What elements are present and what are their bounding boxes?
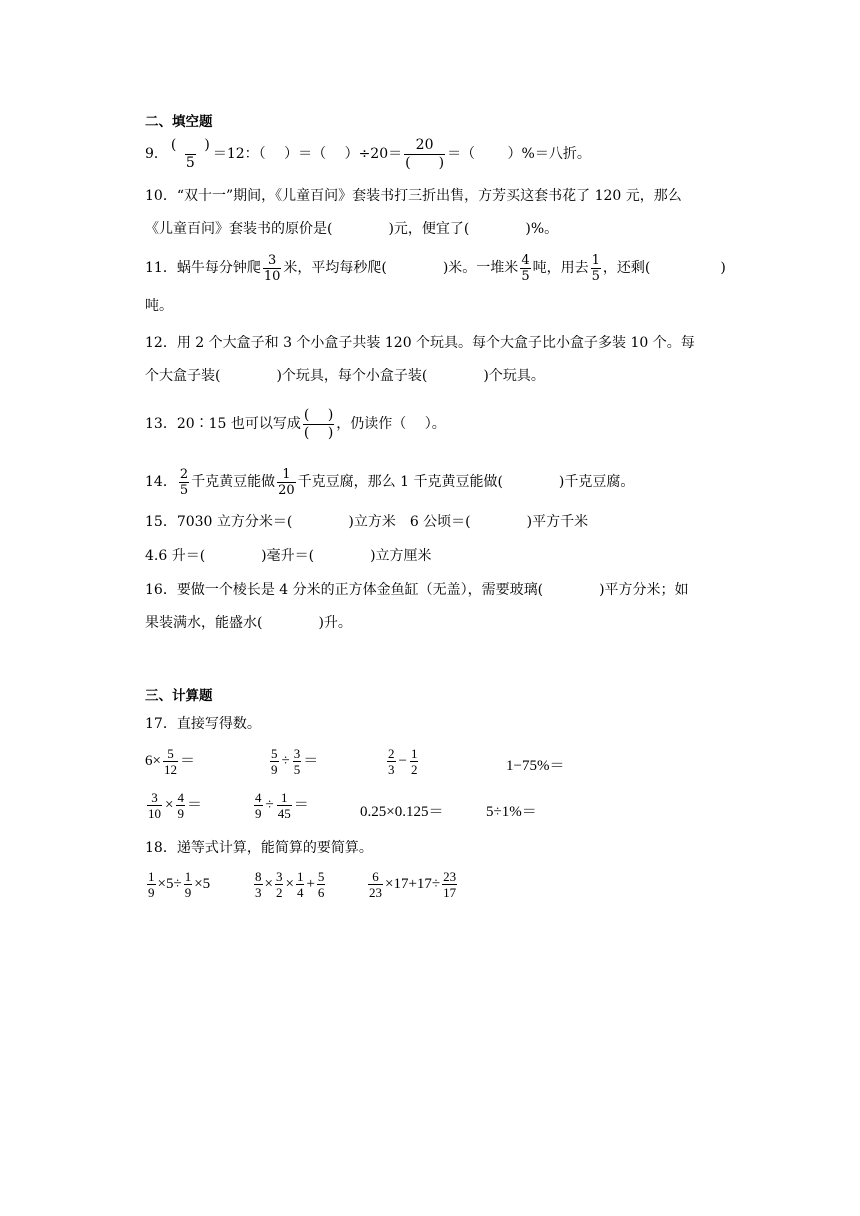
question-11-line-2: 吨。 (145, 298, 173, 314)
calc-17-5-fraction-1 (147, 790, 162, 821)
calc-18-2-fraction-1 (254, 869, 263, 900)
calc-18-1-n2: 1 (184, 869, 192, 884)
calc-17-1-a: 6× (145, 752, 161, 769)
calc-17-6-n2: 1 (280, 790, 288, 805)
question-12-line-1: 12．用 2 个大盒子和 3 个小盒子共装 120 个玩具。每个大盒子比小盒子多装 10 个。每 (145, 335, 695, 351)
q13-text-1: 13．20∶15 也可以写成 (145, 416, 301, 432)
calc-17-4: 1−75%＝ (506, 758, 565, 774)
question-13 (145, 402, 446, 446)
q9-f1-numerator[interactable]: ( ) (170, 136, 210, 153)
calc-17-6-n1: 4 (255, 790, 262, 805)
calc-17-6-fraction-2 (277, 790, 292, 821)
calc-17-3-n2: 1 (410, 746, 418, 761)
calc-17-6-d2: 45 (277, 806, 291, 821)
q11-f2-denominator: 5 (521, 268, 530, 284)
calc-18-2-d2: 2 (275, 885, 283, 900)
calc-18-2-fraction-2 (275, 869, 284, 900)
q11-fraction-1 (263, 253, 282, 284)
calc-18-2-op3: + (306, 875, 315, 892)
calc-18-2-n1: 8 (255, 869, 262, 884)
calc-18-3-fraction-1 (368, 869, 383, 900)
calc-17-7: 0.25×0.125＝ (360, 804, 444, 820)
question-12-line-2: 个大盒子装( )个玩具，每个小盒子装( )个玩具。 (145, 368, 545, 384)
calc-17-5-n2: 4 (177, 790, 184, 805)
calc-17-6-d1: 9 (255, 806, 262, 821)
q13-fraction (303, 407, 334, 442)
q11-f1-denominator: 10 (263, 268, 281, 284)
calc-17-3-op: − (398, 752, 407, 769)
q11-f3-numerator: 1 (591, 252, 600, 268)
q11-f3-denominator: 5 (591, 268, 600, 284)
q9-f2-denominator[interactable]: ( ) (405, 154, 445, 171)
q14-text-2: 千克豆腐，那么 1 千克黄豆能做( )千克豆腐。 (297, 474, 635, 490)
calc-17-1-eq: ＝ (179, 752, 195, 769)
q14-text-1: 千克黄豆能做 (191, 474, 276, 490)
question-16-line-1: 16．要做一个棱长是 4 分米的正方体金鱼缸（无盖），需要玻璃( )平方分米；如 (145, 582, 689, 598)
calc-17-2-n2: 3 (293, 746, 301, 761)
q11-text-2: 米，平均每秒爬( )米。一堆米 (283, 260, 519, 276)
q14-fraction-2 (277, 467, 296, 498)
calc-17-3-d2: 2 (410, 762, 418, 777)
calc-18-2-op2: × (285, 875, 294, 892)
q9-text-1: ＝12：（ ）＝（ ）÷20＝ (212, 146, 403, 162)
calc-18-2-op1: × (264, 875, 273, 892)
calc-17-3-d1: 3 (388, 762, 395, 777)
calc-18-1-n1: 1 (148, 869, 155, 884)
q11-fraction-3 (591, 253, 601, 284)
question-15-line-2: 4.6 升＝( )毫升＝( )立方厘米 (145, 548, 432, 564)
calc-17-8: 5÷1%＝ (486, 804, 537, 820)
calc-18-3-d2: 17 (443, 885, 457, 900)
calc-18-2-d3: 4 (296, 885, 304, 900)
q9-text-2: ＝（ ）%＝八折。 (447, 146, 591, 162)
question-10-line-1: 10．“双十一”期间，《儿童百问》套装书打三折出售，方芳买这套书花了 120 元，那么 (145, 188, 682, 204)
calc-17-1-num: 5 (167, 746, 174, 761)
calc-18-2 (252, 869, 327, 900)
question-9 (145, 132, 591, 176)
calc-17-6 (252, 790, 309, 821)
calc-18-1-d2: 9 (184, 885, 192, 900)
calc-18-2-fraction-4 (317, 869, 326, 900)
calc-17-5 (145, 790, 202, 821)
calc-17-3-n1: 2 (388, 746, 395, 761)
calc-17-6-fraction-1 (254, 790, 263, 821)
calc-17-5-d1: 10 (148, 806, 161, 821)
calc-18-1-fraction-2 (184, 869, 193, 900)
question-11-line-1 (145, 248, 726, 288)
q14-f2-numerator: 1 (282, 466, 291, 482)
calc-17-2-fraction-1 (270, 746, 279, 777)
calc-18-2-d4: 6 (317, 885, 325, 900)
calc-17-2-d1: 9 (271, 762, 278, 777)
calc-17-3 (385, 746, 420, 777)
q13-denominator-blank[interactable]: ( ) (303, 424, 334, 441)
calc-18-1 (145, 869, 210, 900)
calc-17-2-n1: 5 (271, 746, 278, 761)
calc-18-1-fraction-1 (147, 869, 156, 900)
question-16-line-2: 果装满水，能盛水( )升。 (145, 615, 352, 631)
calc-17-2-d2: 5 (293, 762, 301, 777)
q11-f2-numerator: 4 (521, 252, 530, 268)
calc-17-3-fraction-1 (387, 746, 396, 777)
calc-17-6-op: ÷ (265, 796, 274, 813)
calc-17-6-eq: ＝ (293, 796, 309, 813)
question-18-prompt: 18．递等式计算，能简算的要简算。 (145, 840, 373, 856)
calc-18-2-n3: 1 (296, 869, 304, 884)
q11-text-4: ，还剩( ) (602, 260, 726, 276)
calc-17-5-n1: 3 (151, 790, 158, 805)
q14-number: 14． (145, 474, 177, 490)
calc-18-2-d1: 3 (255, 885, 262, 900)
q11-text-3: 吨，用去 (532, 260, 589, 276)
calc-17-5-fraction-2 (176, 790, 185, 821)
q9-f2-numerator: 20 (415, 136, 434, 153)
calc-17-2-eq: ＝ (303, 752, 319, 769)
calc-18-3-mid: ×17+17÷ (385, 875, 441, 892)
calc-17-5-d2: 9 (177, 806, 184, 821)
q13-numerator-blank[interactable]: ( ) (303, 406, 334, 423)
q14-f1-denominator: 5 (179, 482, 189, 498)
calc-18-1-d1: 9 (148, 885, 155, 900)
calc-18-3-n2: 23 (443, 869, 457, 884)
question-15-line-1: 15．7030 立方分米＝( )立方米 6 公顷＝( )平方千米 (145, 514, 589, 530)
question-10-line-2: 《儿童百问》套装书的原价是( )元，便宜了( )%。 (145, 221, 559, 237)
calc-18-2-n4: 5 (317, 869, 325, 884)
calc-18-3-fraction-2 (442, 869, 457, 900)
calc-18-1-mid: ×5÷ (157, 875, 182, 892)
section-3-title: 三、计算题 (145, 688, 213, 704)
calc-17-2-op: ÷ (281, 752, 290, 769)
q11-fraction-2 (520, 253, 530, 284)
q9-f1-denominator: 5 (185, 154, 195, 171)
calc-17-5-op: × (165, 796, 174, 813)
calc-18-2-fraction-3 (296, 869, 305, 900)
q9-number: 9． (145, 146, 168, 162)
calc-17-5-eq: ＝ (186, 796, 202, 813)
q11-f1-numerator: 3 (267, 252, 277, 268)
question-17-prompt: 17．直接写得数。 (145, 716, 261, 732)
calc-18-1-end: ×5 (194, 875, 211, 892)
calc-17-2-fraction-2 (293, 746, 302, 777)
calc-17-1 (145, 746, 195, 777)
q14-f2-denominator: 20 (278, 482, 295, 498)
q9-fraction-2 (404, 137, 445, 172)
q13-text-2: ，仍读作（ ）。 (336, 416, 446, 432)
calc-17-1-den: 12 (163, 762, 177, 777)
q14-fraction-1 (179, 467, 189, 498)
calc-17-2 (268, 746, 318, 777)
calc-18-3-n1: 6 (372, 869, 379, 884)
q11-text-1: 11．蜗牛每分钟爬 (145, 260, 261, 276)
calc-17-3-fraction-2 (410, 746, 419, 777)
q9-fraction-1 (170, 137, 211, 172)
question-14 (145, 462, 634, 502)
section-2-title: 二、填空题 (145, 114, 213, 130)
calc-18-3 (366, 869, 459, 900)
calc-18-3-d1: 23 (369, 885, 382, 900)
q14-f1-numerator: 2 (179, 466, 189, 482)
calc-17-1-fraction (163, 746, 178, 777)
calc-18-2-n2: 3 (275, 869, 283, 884)
